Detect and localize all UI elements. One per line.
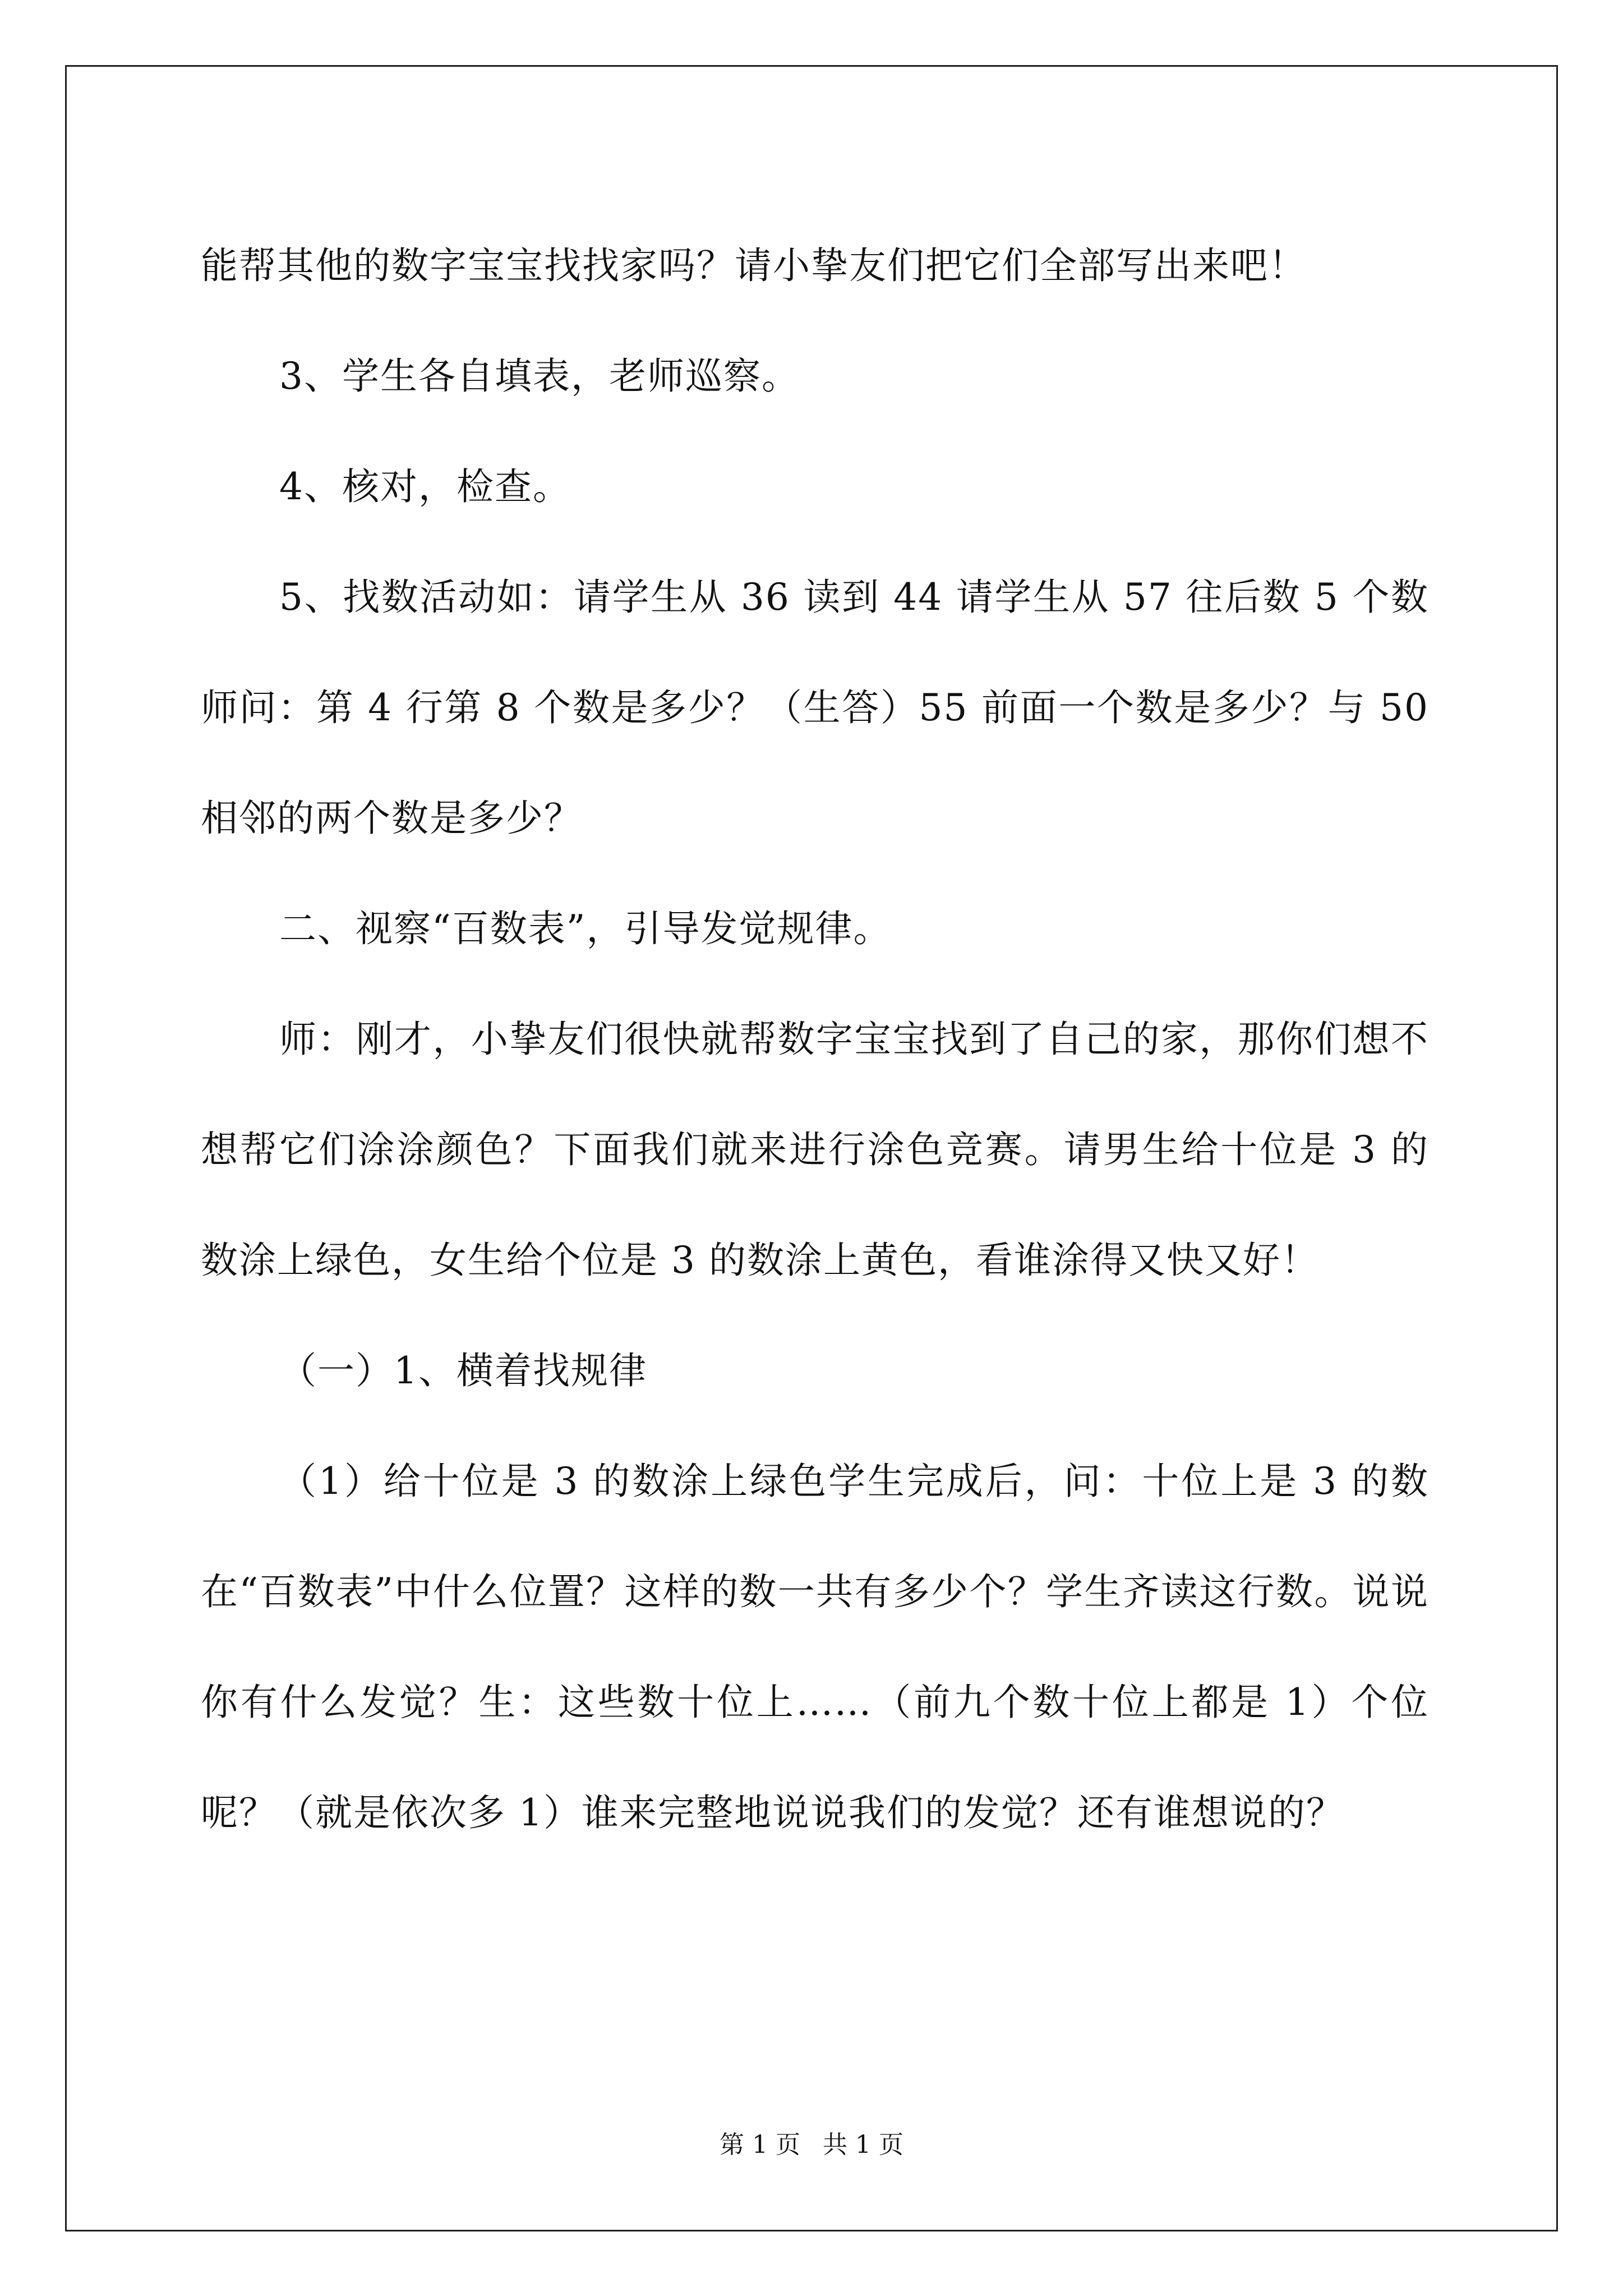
paragraph-6: 师：刚才，小挚友们很快就帮数字宝宝找到了自己的家，那你们想不想帮它们涂涂颜色？下面我们就来进行涂色竞赛。请男生给十位是 3 的数涂上绿色，女生给个位是 3 的数涂上黄色，看谁涂得又快又好！ (201, 1018, 1429, 1282)
paragraph-4: 5、找数活动如：请学生从 36 读到 44 请学生从 57 往后数 5 个数师问：第 4 行第 8 个数是多少？（生答）55 前面一个数是多少？与 50 相邻的两个数是多少？ (201, 576, 1429, 840)
paragraph-8: （1）给十位是 3 的数涂上绿色学生完成后，问：十位上是 3 的数在“百数表”中什么位置？这样的数一共有多少个？学生齐读这行数。说说你有什么发觉？生：这些数十位上……（前九个数十位上都是 1）个位呢？（就是依次多 1）谁来完整地说说我们的发觉？还有谁想说的？ (201, 1460, 1429, 1834)
paragraph-7: （一）1、横着找规律 (279, 1349, 647, 1392)
document-body (201, 210, 1429, 1868)
paragraph-3: 4、核对，检查。 (279, 465, 571, 508)
paragraph-5: 二、视察“百数表”，引导发觉规律。 (279, 907, 892, 950)
paragraph-1: 能帮其他的数字宝宝找找家吗？请小挚友们把它们全部写出来吧！ (201, 244, 1307, 287)
paragraph-2: 3、学生各自填表，老师巡察。 (279, 355, 800, 398)
page-number: 第 1 页 (720, 2131, 800, 2159)
page-total: 共 1 页 (823, 2131, 903, 2159)
page-footer (0, 2128, 1623, 2162)
